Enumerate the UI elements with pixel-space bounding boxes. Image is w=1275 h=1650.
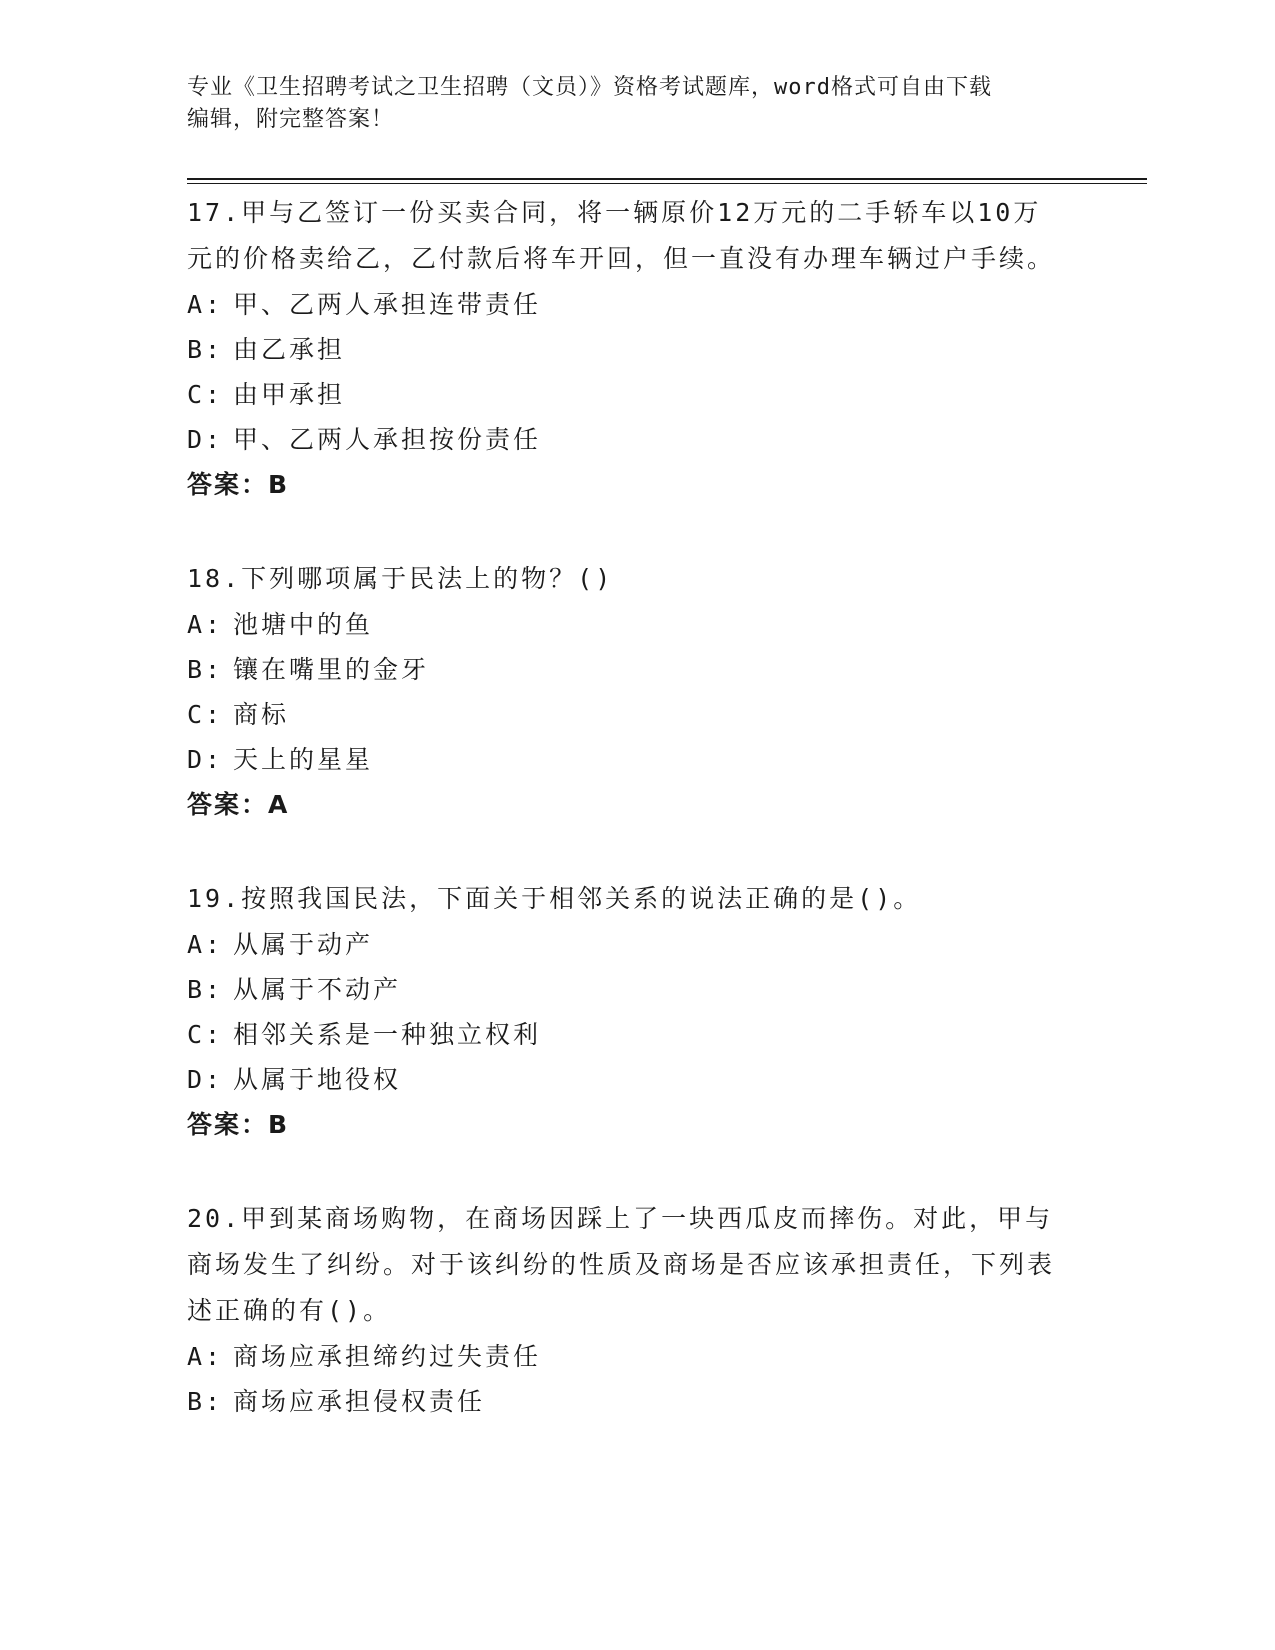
option-key: D: (187, 425, 224, 454)
option-a (187, 282, 1067, 327)
option-text: 甲、乙两人承担连带责任 (233, 290, 542, 319)
option-key: C: (187, 1020, 224, 1049)
option-text: 由乙承担 (233, 335, 346, 364)
option-text: 商标 (233, 700, 290, 729)
option-b (187, 327, 1067, 372)
header-line-2: 编辑，附完整答案！ (187, 107, 395, 132)
question-17 (187, 190, 1067, 508)
question-stem: 20.甲到某商场购物，在商场因踩上了一块西瓜皮而摔伤。对此，甲与商场发生了纠纷。对于该纠纷的性质及商场是否应该承担责任，下列表述正确的有()。 (187, 1204, 1056, 1325)
option-key: B: (187, 335, 224, 364)
option-key: A: (187, 930, 224, 959)
option-text: 商场应承担侵权责任 (233, 1387, 486, 1416)
option-key: B: (187, 975, 224, 1004)
question-19 (187, 876, 1067, 1148)
question-18 (187, 556, 1067, 828)
option-c (187, 1012, 1067, 1057)
header-line-1: 专业《卫生招聘考试之卫生招聘（文员）》资格考试题库，word格式可自由下载 (187, 75, 992, 100)
option-key: A: (187, 610, 224, 639)
option-text: 甲、乙两人承担按份责任 (233, 425, 542, 454)
option-text: 商场应承担缔约过失责任 (233, 1342, 542, 1371)
question-list (187, 190, 1067, 1472)
option-a (187, 922, 1067, 967)
option-a (187, 1334, 1067, 1379)
option-key: C: (187, 700, 224, 729)
option-d (187, 1057, 1067, 1102)
option-d (187, 737, 1067, 782)
option-c (187, 692, 1067, 737)
option-key: A: (187, 290, 224, 319)
option-b (187, 1379, 1067, 1424)
option-key: B: (187, 655, 224, 684)
question-stem: 19.按照我国民法，下面关于相邻关系的说法正确的是()。 (187, 884, 922, 913)
question-stem: 18.下列哪项属于民法上的物？() (187, 564, 614, 593)
option-c (187, 372, 1067, 417)
answer-line: 答案：A (187, 790, 290, 819)
option-key: D: (187, 1065, 224, 1094)
option-text: 天上的星星 (233, 745, 374, 774)
option-b (187, 647, 1067, 692)
option-text: 池塘中的鱼 (233, 610, 374, 639)
document-header (187, 72, 1087, 136)
option-text: 相邻关系是一种独立权利 (233, 1020, 542, 1049)
answer-line: 答案：B (187, 1110, 290, 1139)
answer-line: 答案：B (187, 470, 290, 499)
question-20 (187, 1196, 1067, 1424)
option-text: 从属于动产 (233, 930, 374, 959)
option-key: C: (187, 380, 224, 409)
option-text: 镶在嘴里的金牙 (233, 655, 430, 684)
header-divider-thin (187, 183, 1147, 184)
option-text: 从属于地役权 (233, 1065, 402, 1094)
option-text: 从属于不动产 (233, 975, 402, 1004)
question-stem: 17.甲与乙签订一份买卖合同，将一辆原价12万元的二手轿车以10万元的价格卖给乙，乙付款后将车开回，但一直没有办理车辆过户手续。 (187, 198, 1056, 273)
option-b (187, 967, 1067, 1012)
header-divider-thick (187, 178, 1147, 180)
option-key: B: (187, 1387, 224, 1416)
option-key: A: (187, 1342, 224, 1371)
option-a (187, 602, 1067, 647)
option-text: 由甲承担 (233, 380, 346, 409)
option-d (187, 417, 1067, 462)
option-key: D: (187, 745, 224, 774)
